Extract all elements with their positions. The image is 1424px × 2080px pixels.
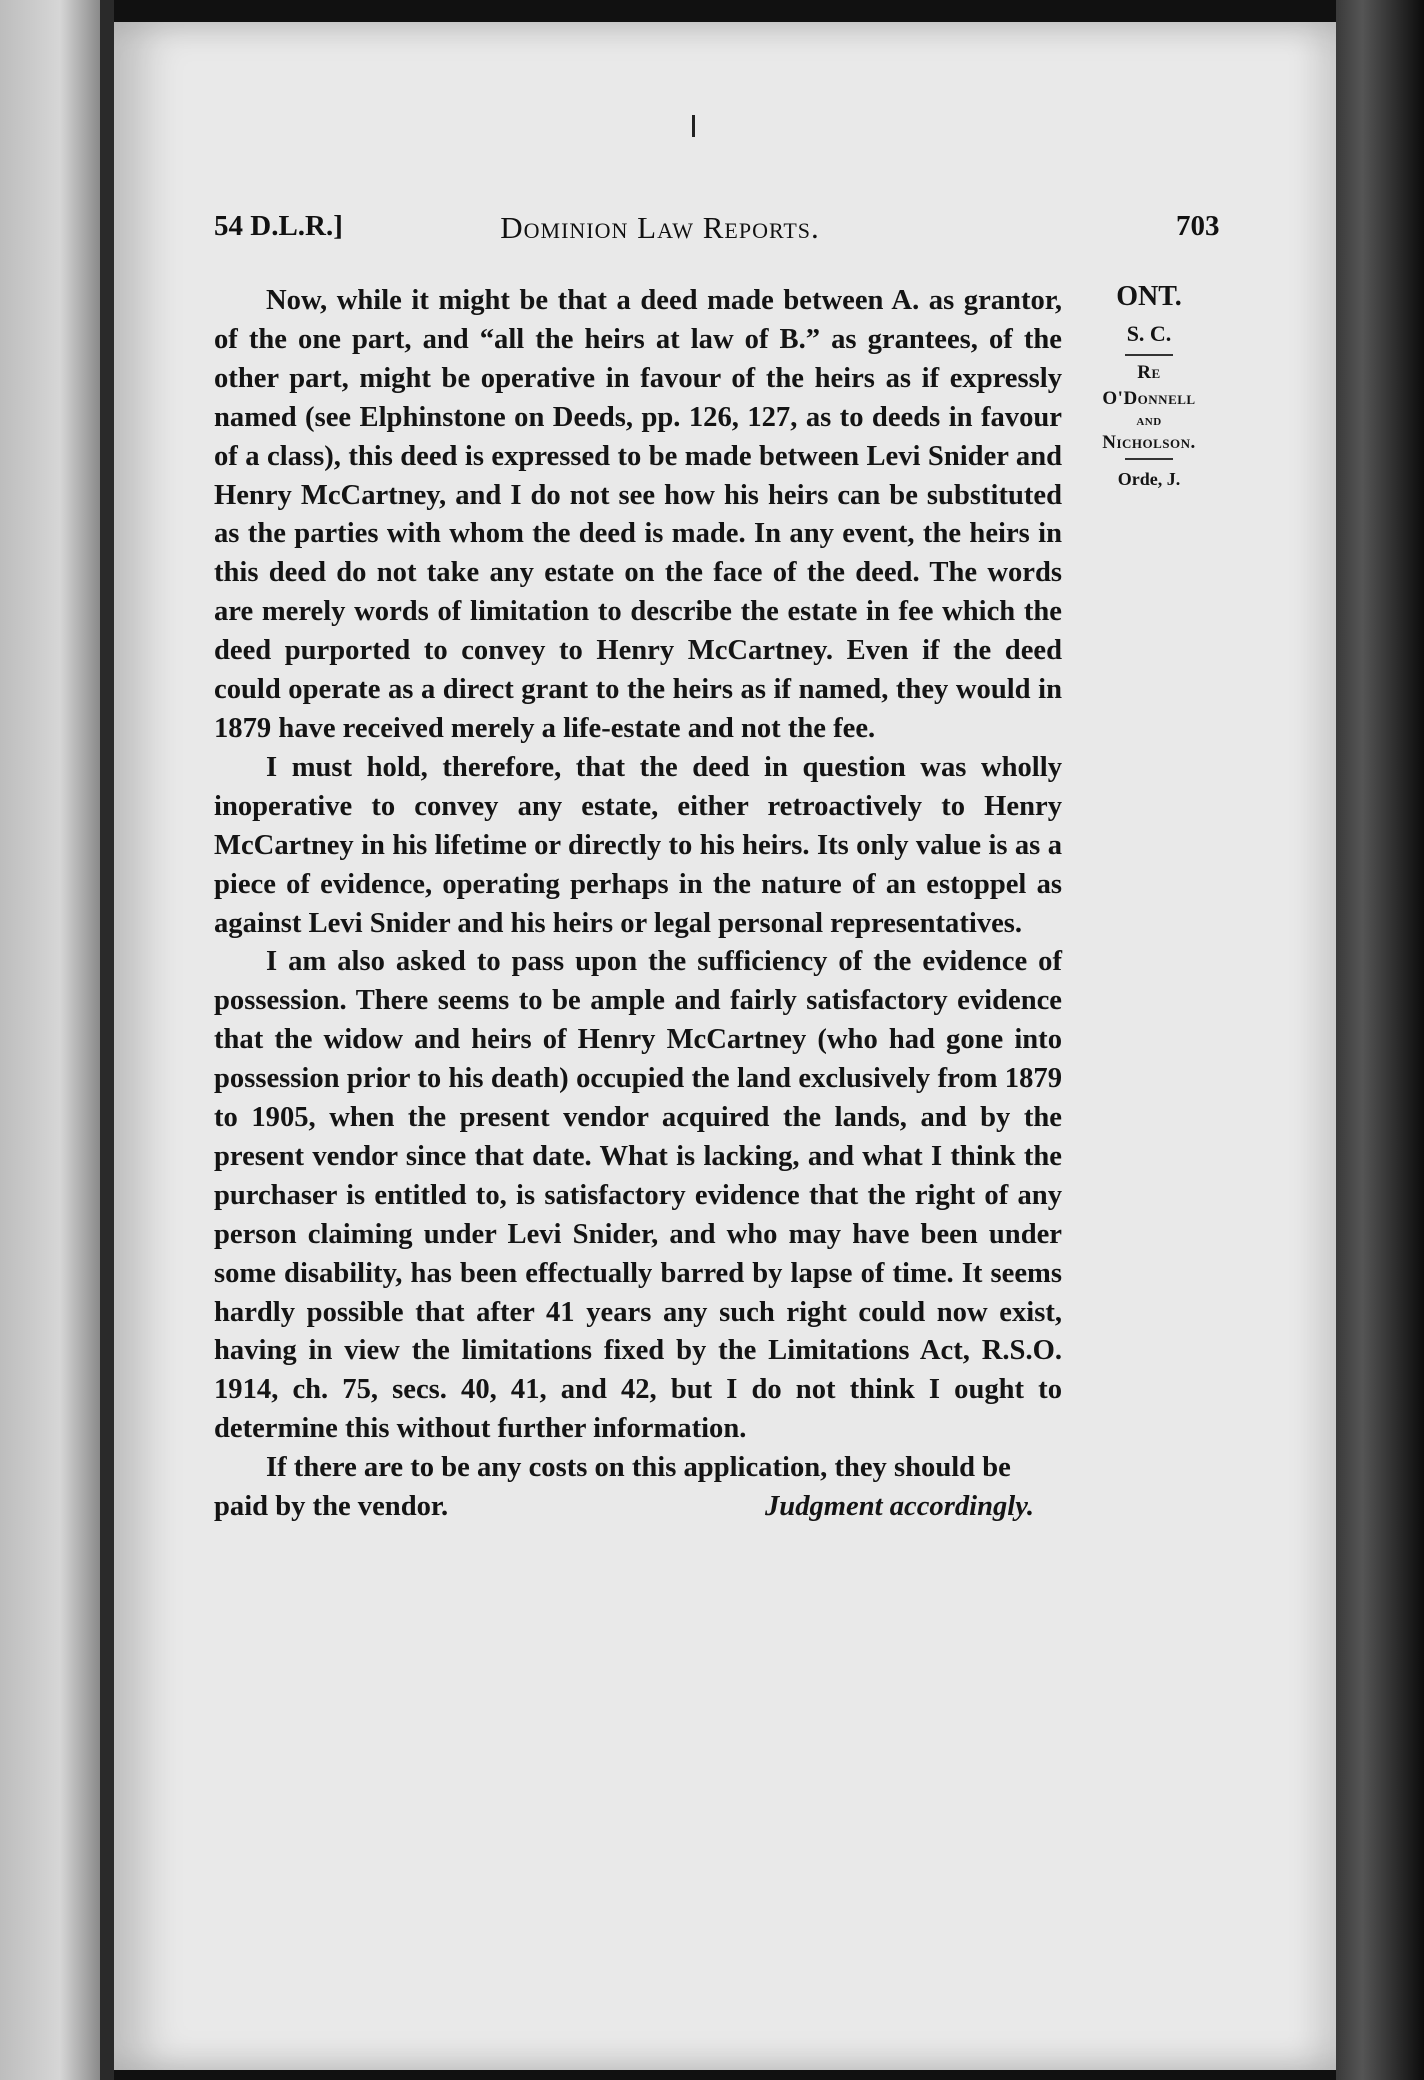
case-name-party1: O'Donnell <box>1102 388 1196 409</box>
case-name <box>1078 360 1220 456</box>
margin-note <box>1078 278 1220 494</box>
judge-name: Orde, J. <box>1117 469 1181 489</box>
paragraph-2: I must hold, therefore, that the deed in question was wholly inoperative to convey any estate, either retroactively to Henry McCartney in his lifetime or directly to his heirs. Its only value is as a piece of evidence, operating perhaps in the nature of an estoppel as against Levi Snider and his heirs or legal personal representatives. <box>214 751 1062 939</box>
running-title: Dominion Law Reports. <box>500 210 820 245</box>
final-paragraph-last-line: paid by the vendor. <box>214 1491 449 1523</box>
book-gutter <box>100 0 114 2080</box>
court-division: S. C. <box>1126 321 1172 346</box>
paragraph-4 <box>214 1449 1062 1488</box>
page-number: 703 <box>1176 210 1220 242</box>
judgment-line <box>214 1488 1062 1527</box>
case-name-re: Re <box>1137 362 1161 383</box>
book-spine-edge <box>1336 0 1424 2080</box>
case-name-party2: Nicholson. <box>1102 432 1196 453</box>
case-name-and: and <box>1136 413 1162 429</box>
body-text <box>214 282 1062 1527</box>
final-paragraph-first-line: If there are to be any costs on this application, they should be <box>266 1452 1011 1484</box>
paragraph-1: Now, while it might be that a deed made between A. as grantor, of the one part, and “all the heirs at law of B.” as grantees, of the other part, might be operative in favour of the heirs as if expressly named (see Elphinstone on Deeds, pp. 126, 127, as to deeds in favour of a class), this deed is expressed to be made between Levi Snider and Henry McCartney, and I do not see how his heirs can be substituted as the parties with whom the deed is made. In any event, the heirs in this deed do not take any estate on the face of the deed. The words are merely words of limitation to describe the estate in fee which the deed purported to convey to Henry McCartney. Even if the deed could operate as a direct grant to the heirs as if named, they would in 1879 have received merely a life-estate and not the fee. <box>214 285 1062 744</box>
margin-rule <box>1125 458 1173 460</box>
margin-rule <box>1125 354 1173 356</box>
scan-mark <box>692 115 695 137</box>
facing-page-edge <box>0 0 100 2080</box>
judgment-text: Judgment accordingly. <box>765 1491 1034 1523</box>
volume-reference: 54 D.L.R.] <box>214 210 343 242</box>
paragraph-3: I am also asked to pass upon the sufficiency of the evidence of possession. There seems to be ample and fairly satisfactory evidence that the widow and heirs of Henry McCartney (who had gone into possession prior to his death) occupied the land exclusively from 1879 to 1905, when the present vendor acquired the lands, and by the present vendor since that date. What is lacking, and what I think the purchaser is entitled to, is satisfactory evidence that the right of any person claiming under Levi Snider, and who may have been under some disability, has been effectually barred by lapse of time. It seems hardly possible that after 41 years any such right could now exist, having in view the limitations fixed by the Limitations Act, R.S.O. 1914, ch. 75, secs. 40, 41, and 42, but I do not think I ought to determine this without further information. <box>214 946 1062 1445</box>
court-abbrev: ONT. <box>1116 281 1182 312</box>
